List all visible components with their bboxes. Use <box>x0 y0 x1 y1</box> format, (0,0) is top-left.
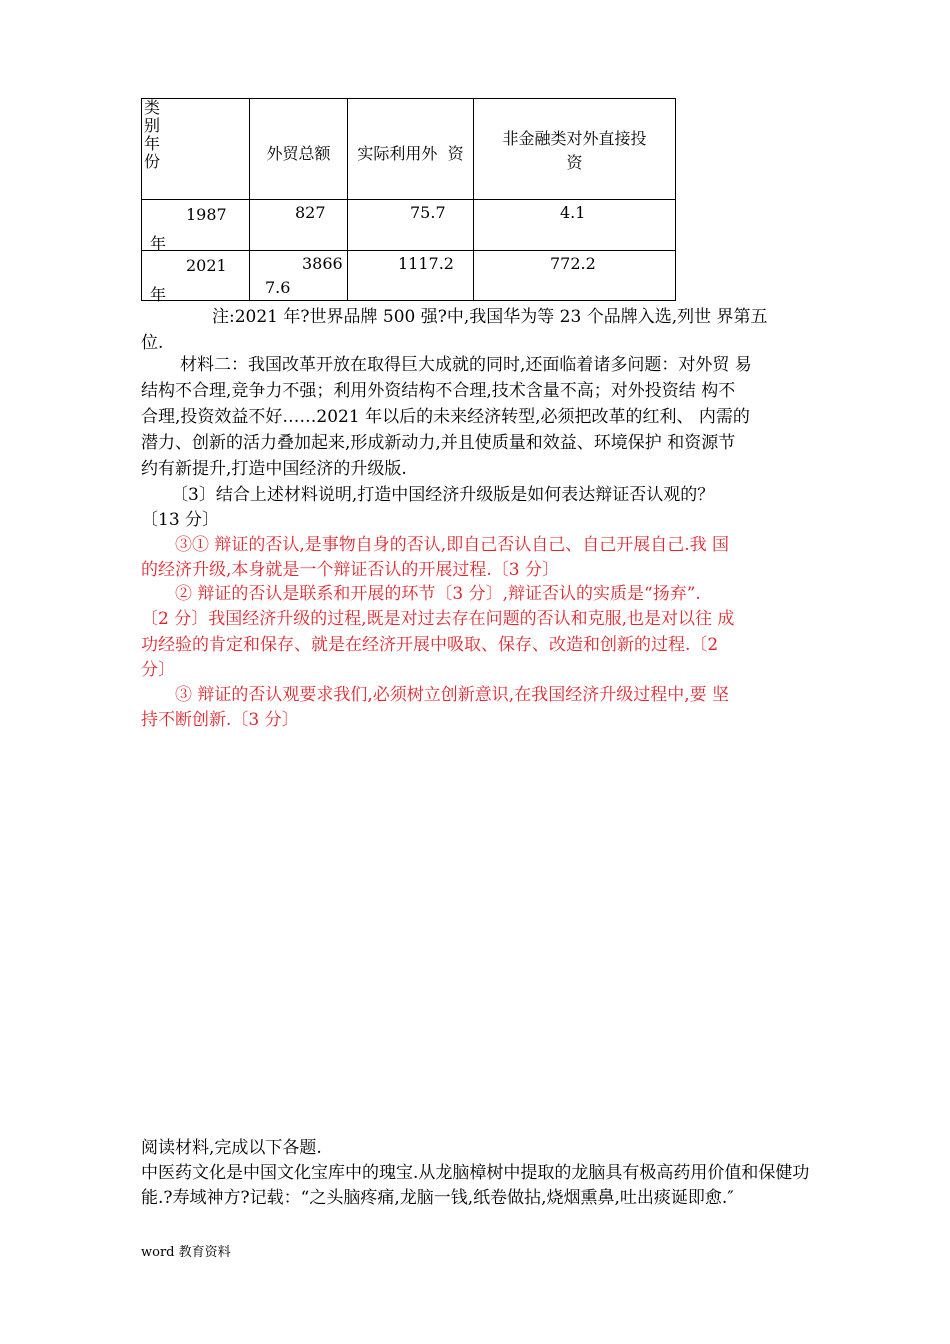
data-table <box>141 98 676 304</box>
answer-point-one: ③① 辩证的否认,是事物自身的否认,即自己否认自己、自己开展自己.我 国 <box>175 535 730 555</box>
outward-value: 4.1 <box>560 203 586 222</box>
trade-value: 827 <box>295 203 326 222</box>
header-char: 份 <box>144 152 161 171</box>
page-footer: word 教育资料 <box>141 1245 231 1260</box>
question-three: 〔3〕结合上述材料说明,打造中国经济升级版是如何表达辩证否认观的？ <box>171 485 715 505</box>
answer-point-one-continued: 的经济升级,本身就是一个辩证否认的开展过程.〔3 分〕 <box>141 560 560 580</box>
table-header-row <box>142 99 676 200</box>
header-text: 非金融类对外直接投 <box>502 129 647 148</box>
answer-point-two-continued: 〔2 分〕我国经济升级的过程,既是对过去存在问题的否认和克服,也是对以往 成 <box>141 609 735 629</box>
header-category-year <box>144 99 162 171</box>
material-two-text: 材料二：我国改革开放在取得巨大成就的同时,还面临着诸多问题：对外贸 易 <box>180 355 752 375</box>
material-two-text: 潜力、创新的活力叠加起来,形成新动力,并且使质量和效益、环境保护 和资源节 <box>141 433 736 453</box>
reading-instruction: 阅读材料,完成以下各题. <box>141 1138 322 1158</box>
reading-material: 中医药文化是中国文化宝库中的瑰宝.从龙脑樟树中提取的龙脑具有极高药用价值和保健功 <box>141 1163 810 1183</box>
header-outward-investment <box>474 127 675 175</box>
table-row <box>142 251 676 301</box>
question-three-score: 〔13 分〕 <box>141 510 220 530</box>
answer-point-three: ③ 辩证的否认观要求我们,必须树立创新意识,在我国经济升级过程中,要 坚 <box>175 685 730 705</box>
trade-value: 3866 <box>302 254 343 273</box>
trade-value-continued: 7.6 <box>265 278 291 297</box>
header-char: 类 <box>144 98 161 117</box>
header-foreign-investment: 实际利用外 资 <box>357 144 464 163</box>
reading-material-continued: 能.?寿域神方?记载：“之头脑疼痛,龙脑一钱,纸卷做拈,烧烟熏鼻,吐出痰诞即愈.″ <box>141 1188 734 1208</box>
answer-point-two-continued: 分〕 <box>141 660 175 680</box>
investment-value: 75.7 <box>410 203 446 222</box>
answer-point-three-continued: 持不断创新.〔3 分〕 <box>141 710 299 730</box>
table-note-continued: 位. <box>141 333 164 353</box>
material-two-text: 约有新提升,打造中国经济的升级版. <box>141 459 407 479</box>
answer-point-two: ② 辩证的否认是联系和开展的环节〔3 分〕,辩证否认的实质是“扬弃”. <box>175 584 701 604</box>
header-char: 年 <box>144 134 161 153</box>
year-suffix: 年 <box>150 234 167 253</box>
answer-point-two-continued: 功经验的肯定和保存、就是在经济开展中吸取、保存、改造和创新的过程.〔2 <box>141 635 719 655</box>
year-cell: 1987 <box>186 205 227 224</box>
investment-value: 1117.2 <box>398 254 454 273</box>
year-cell: 2021 <box>186 256 227 275</box>
material-two-text: 合理,投资效益不好……2021 年以后的未来经济转型,必须把改革的红利、 内需的 <box>141 407 750 427</box>
outward-value: 772.2 <box>550 254 596 273</box>
material-two-text: 结构不合理,竞争力不强；利用外资结构不合理,技术含量不高；对外投资结 构不 <box>141 381 736 401</box>
year-suffix: 年 <box>150 285 167 304</box>
table-note: 注:2021 年?世界品牌 500 强?中,我国华为等 23 个品牌入选,列世 界第五 <box>212 307 768 327</box>
header-text: 资 <box>566 153 583 172</box>
table-row <box>142 200 676 251</box>
header-total-trade: 外贸总额 <box>266 144 331 163</box>
header-char: 别 <box>144 116 161 135</box>
